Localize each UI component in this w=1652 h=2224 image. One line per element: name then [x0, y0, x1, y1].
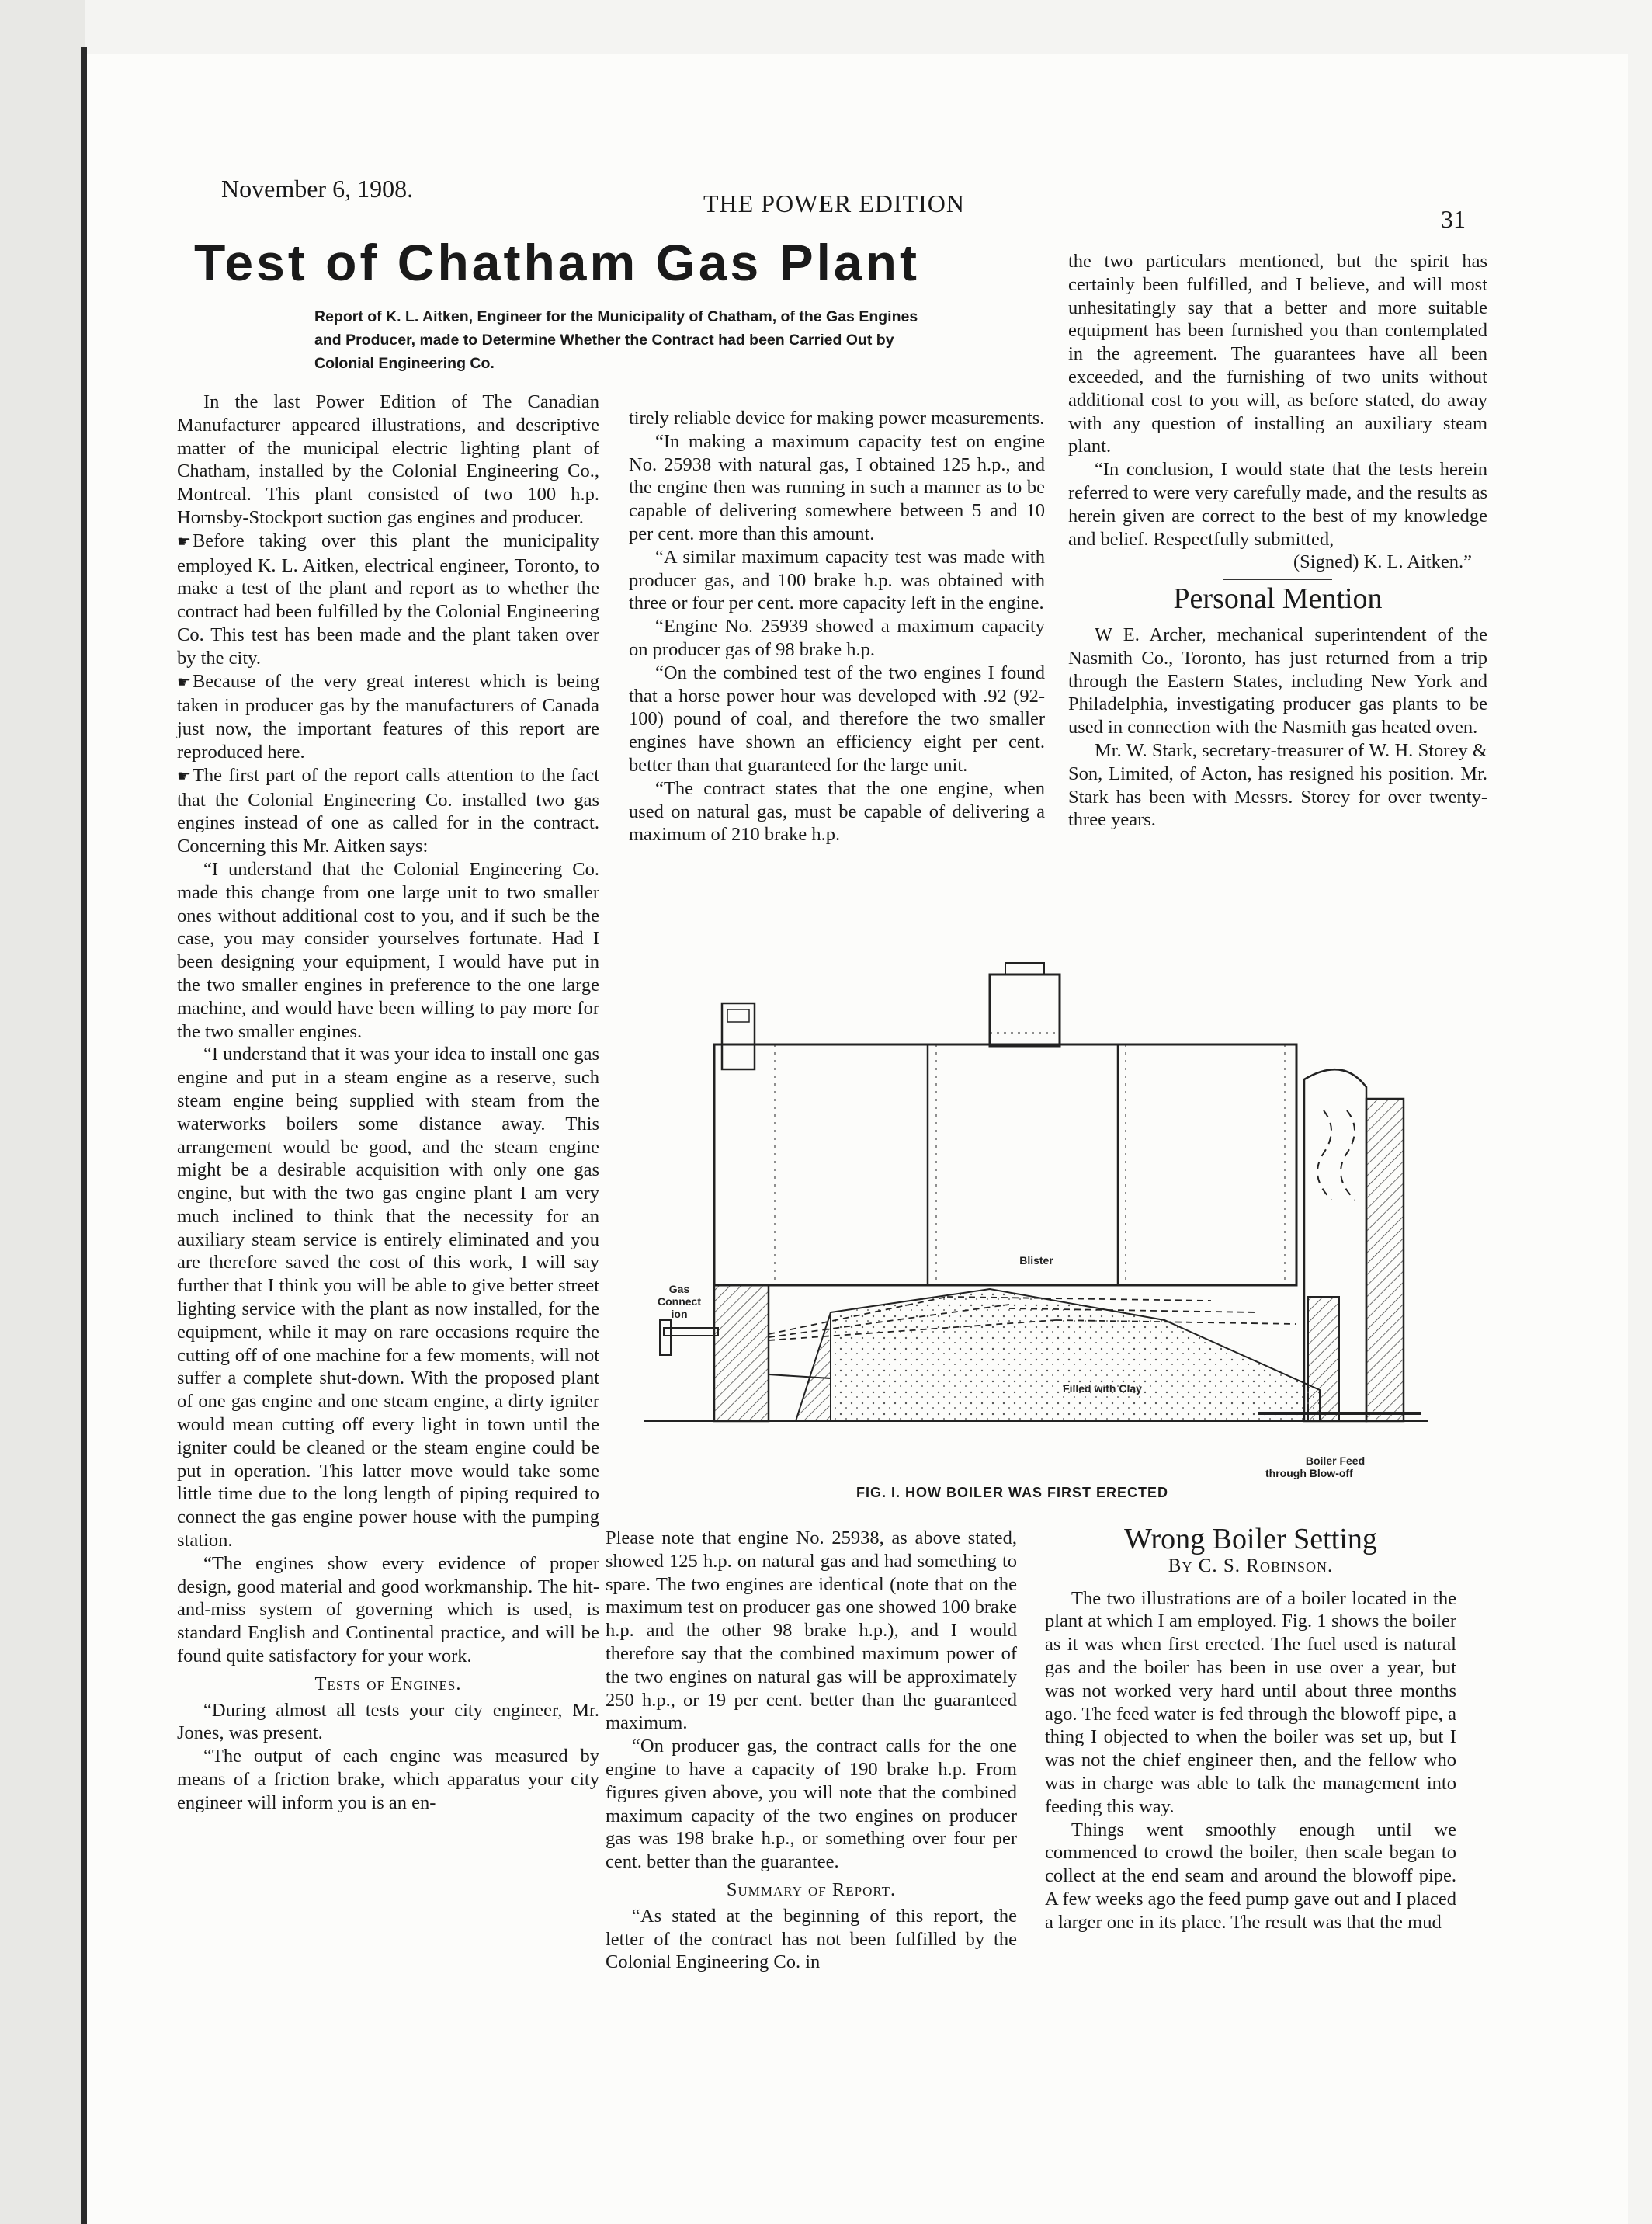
wrong-boiler-heading: Wrong Boiler Setting — [1124, 1523, 1377, 1555]
label-clay: Filled with Clay — [1063, 1382, 1142, 1395]
signature: (Signed) K. L. Aitken.” — [1293, 551, 1472, 573]
paragraph: tirely reliable device for making power measurements. — [629, 408, 1045, 429]
summary-heading: Summary of Report. — [726, 1878, 897, 1900]
gas-pipe — [660, 1320, 718, 1355]
label-ion: ion — [671, 1308, 688, 1320]
binding-rule — [81, 47, 87, 2224]
paragraph: ☛The first part of the report calls attention to the fact that the Colonial Engineering Co. installed two gas engines instead of one as called for in the contract. Concerning this Mr. Aitken says: — [177, 764, 599, 857]
personal-mention-heading: Personal Mention — [1173, 582, 1383, 616]
front-fixture — [722, 1003, 755, 1069]
pointing-hand-icon: ☛ — [177, 533, 191, 551]
paragraph: In the last Power Edition of The Canadian Manufacturer appeared illustrations, and descriptive matter of the municipal electric lighting plant of Chatham, installed by the Colonial Engineering Co., Montreal. This plant consisted of two 100 h.p. Hornsby-Stockport suction gas engines and producer. — [177, 391, 599, 528]
paragraph: “In making a maximum capacity test on engine No. 25938 with natural gas, I obtained 125 h.p., and the engine then was running in such a manner as to be capable of delivering somewhere between 5 and 10 per cent. more than this amount. — [629, 430, 1045, 544]
paragraph: “The engines show every evidence of proper design, good material and good workmanship. The hit-and-miss system of governing which is used, is standard English and Continental practice, and will be found quite satisfactory for your work. — [177, 1552, 599, 1667]
binding-edge — [0, 0, 85, 2224]
figure-caption: FIG. I. HOW BOILER WAS FIRST ERECTED — [856, 1485, 1169, 1500]
paragraph: W E. Archer, mechanical superintendent of the Nasmith Co., Toronto, has just returned from a trip through the Eastern States, including New York and Philadelphia, investigating producer gas plants to be used in connection with the Nasmith gas heated oven. — [1068, 624, 1487, 738]
column-3-upper — [1068, 250, 1487, 832]
header-page-number: 31 — [1441, 205, 1466, 233]
paragraph: “In conclusion, I would state that the tests herein referred to were very carefully made, and the results as herein given are correct to the best of my knowledge and belief. Respectfully submitted, — [1068, 459, 1487, 550]
paragraph: “On producer gas, the contract calls for the one engine to have a capacity of 190 brake h.p. From figures given above, you will note that the combined maximum capacity of the two engines on producer gas was 198 brake h.p., or something over four per cent. better than the guarantee. — [606, 1736, 1017, 1873]
paragraph: “During almost all tests your city engineer, Mr. Jones, was present. — [177, 1699, 599, 1744]
article-title: Test of Chatham Gas Plant — [194, 234, 920, 291]
header-date: November 6, 1908. — [221, 175, 414, 203]
pointing-hand-icon: ☛ — [177, 767, 191, 785]
paragraph: “The contract states that the one engine, when used on natural gas, must be capable of delivering a maximum of 210 brake h.p. — [629, 777, 1045, 846]
boiler-shell — [714, 1044, 1296, 1285]
column-2-lower — [606, 1527, 1017, 1974]
tests-heading: Tests of Engines. — [314, 1673, 462, 1694]
column-2-upper — [629, 407, 1045, 846]
paragraph: “I understand that it was your idea to install one gas engine and put in a steam engine as a reserve, such steam engine being supplied with steam from the waterworks boilers some distance away. This arrangement would be good, and the steam engine might be a desirable acquisition with only one gas engine, but with the two gas engine plant I am very much inclined to think that the necessity for an auxiliary steam service is entirely eliminated and you are therefore saved the cost of this work, I will say further that I think you will be able to give better street lighting service with the plant as now installed, for the equipment, while it may on rare occasions require the cutting off of one machine for a few moments, will not suffer a complete shut-down. With the proposed plant of one gas engine and one steam engine, a dirty igniter would mean cutting off every light in town until the igniter could be cleaned or the steam engine could be put in operation. This latter move would take some little time due to the long length of piping required to connect the gas engine power house with the pumping station. — [177, 1044, 599, 1552]
article-subtitle: Report of K. L. Aitken, Engineer for the Municipality of Chatham, of the Gas Engines and Producer, made to Determine Whether the Contract had been Carried Out by Colonial Engineering Co. — [314, 308, 918, 372]
paragraph: “The output of each engine was measured by means of a friction brake, which apparatus your city engineer will inform you is an en- — [177, 1746, 599, 1813]
firebox — [714, 1285, 1320, 1421]
paragraph: the two particulars mentioned, but the spirit has certainly been fulfilled, and I believe, and will most unhesitatingly say that a better and more suitable equipment has been furnished you than contemplated in the agreement. The guarantees have all been exceeded, and the furnishing of two units without additional cost to you will, as before stated, do away with any question of installing an auxiliary steam plant. — [1068, 251, 1487, 457]
column-1 — [177, 391, 599, 1815]
label-gas: Gas — [668, 1283, 690, 1295]
paragraph: “On the combined test of the two engines I found that a horse power hour was developed with .92 (92-100) pound of coal, and therefore the two smaller engines have shown an efficiency eight per cent. better than that guaranteed for the large unit. — [629, 662, 1045, 776]
label-blowoff: through Blow-off — [1265, 1467, 1353, 1479]
boiler-illustration — [621, 955, 1444, 1468]
paragraph: ☛Because of the very great interest which is being taken in producer gas by the manufacturers of Canada just now, the important features of this report are reproduced here. — [177, 670, 599, 763]
byline: By C. S. Robinson. — [1168, 1555, 1334, 1576]
label-connect: Connect — [658, 1295, 701, 1308]
paragraph: “Engine No. 25939 showed a maximum capacity on producer gas of 98 brake h.p. — [629, 616, 1045, 660]
paragraph: “As stated at the beginning of this report, the letter of the contract has not been fulfilled by the Colonial Engineering Co. in — [606, 1905, 1017, 1973]
header-publication: THE POWER EDITION — [703, 189, 965, 217]
label-boiler-feed: Boiler Feed — [1305, 1454, 1366, 1467]
paragraph: “A similar maximum capacity test was made with producer gas, and 100 brake h.p. was obtained with three or four per cent. more capacity left in the engine. — [629, 546, 1045, 614]
label-blister: Blister — [1019, 1254, 1053, 1267]
brick-setting — [1304, 1069, 1404, 1421]
steam-dome — [990, 963, 1060, 1046]
paragraph: Please note that engine No. 25938, as above stated, showed 125 h.p. on natural gas and had something to spare. The two engines are identical (note that on the maximum test on producer gas one showed 100 brake h.p. and the other 98 brake h.p.), and I would therefore say that the combined maximum power of the two engines on natural gas will be approximately 250 h.p., or 19 per cent. better than the guaranteed maximum. — [606, 1527, 1017, 1734]
paragraph: “I understand that the Colonial Engineering Co. made this change from one large unit to two smaller ones without additional cost to you, and if such be the case, you may consider yourselves fortunate. Had I been designing your equipment, I would have put in the two smaller engines in preference to the one large machine, and would have been willing to pay more for the two smaller engines. — [177, 858, 599, 1042]
paragraph: ☛Before taking over this plant the municipality employed K. L. Aitken, electrical engineer, Toronto, to make a test of the plant and report as to whether the contract had been fulfilled by the Colonial Engineering Co. This test has been made and the plant taken over by the city. — [177, 530, 599, 669]
signature-rule — [1223, 579, 1332, 580]
paragraph: Things went smoothly enough until we commenced to crowd the boiler, then scale began to collect at the end seam and around the blowoff pipe. A few weeks ago the feed pump gave out and I placed a larger one in its place. The result was that the mud — [1045, 1819, 1456, 1933]
pointing-hand-icon: ☛ — [177, 673, 191, 691]
paragraph: The two illustrations are of a boiler located in the plant at which I am employed. Fig. 1 shows the boiler as it was when first erected. The fuel used is natural gas and the boiler has been in use over a year, but was not worked very hard until about three months ago. The feed water is fed through the blowoff pipe, a thing I objected to when the boiler was set up, but I was not the chief engineer then, and the fellow who was in charge was able to talk the management into feeding this way. — [1045, 1587, 1456, 1817]
paragraph: Mr. W. Stark, secretary-treasurer of W. H. Storey & Son, Limited, of Acton, has resigned his position. Mr. Stark has been with Messrs. Storey for over twenty-three years. — [1068, 739, 1487, 831]
column-3-lower — [1045, 1523, 1456, 1934]
